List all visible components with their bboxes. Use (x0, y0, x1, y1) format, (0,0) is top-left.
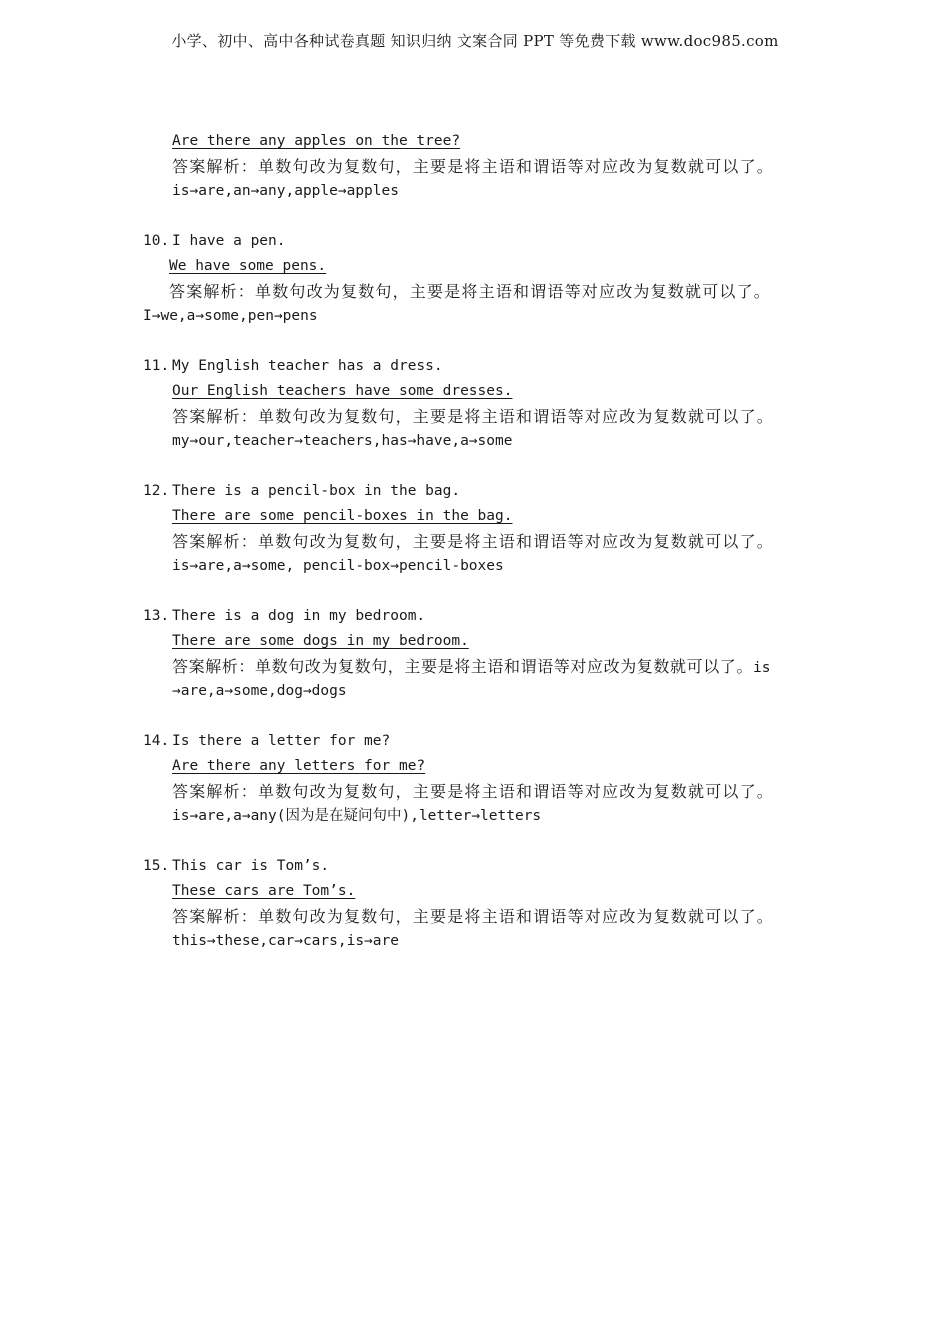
page-header: 小学、初中、高中各种试卷真题 知识归纳 文案合同 PPT 等免费下载 www.doc985.com (171, 32, 779, 50)
answer-explanation: 答案解析：单数句改为复数句，主要是将主语和谓语等对应改为复数就可以了。 (169, 282, 772, 301)
answer-explanation: 答案解析：单数句改为复数句，主要是将主语和谓语等对应改为复数就可以了。 (172, 407, 775, 426)
answer-changes: this→these,car→cars,is→are (172, 933, 399, 949)
answer-explanation: 答案解析：单数句改为复数句，主要是将主语和谓语等对应改为复数就可以了。 (172, 782, 775, 801)
answer-explanation: 答案解析：单数句改为复数句，主要是将主语和谓语等对应改为复数就可以了。 (172, 157, 775, 176)
answer-item-9 (0, 129, 950, 204)
item-number: 11. (143, 358, 170, 374)
item-number: 15. (143, 858, 170, 874)
answer-sentence: There are some dogs in my bedroom. (172, 633, 469, 649)
answer-sentence: Are there any letters for me? (172, 758, 426, 774)
answer-explanation: 答案解析：单数句改为复数句，主要是将主语和谓语等对应改为复数就可以了。 (172, 532, 775, 551)
item-number: 10. (143, 233, 170, 249)
item-number: 13. (143, 608, 170, 624)
answer-sentence: Our English teachers have some dresses. (172, 383, 513, 399)
answer-item-15 (0, 854, 950, 954)
item-number: 14. (143, 733, 170, 749)
item-number: 12. (143, 483, 170, 499)
answer-item-12 (0, 479, 950, 579)
answer-sentence: There are some pencil-boxes in the bag. (172, 508, 513, 524)
question-sentence: This car is Tom’s. (172, 858, 330, 874)
answer-item-10 (0, 229, 950, 329)
answer-changes: I→we,a→some,pen→pens (143, 308, 318, 324)
answer-list (0, 129, 950, 954)
answer-changes: is→are,a→some, pencil-box→pencil-boxes (172, 558, 504, 574)
question-sentence: My English teacher has a dress. (172, 358, 443, 374)
answer-item-14 (0, 729, 950, 829)
answer-item-13 (0, 604, 950, 704)
answer-sentence: These cars are Tom’s. (172, 883, 356, 899)
answer-sentence: We have some pens. (169, 258, 327, 274)
answer-item-11 (0, 354, 950, 454)
answer-explanation: 答案解析：单数句改为复数句，主要是将主语和谓语等对应改为复数就可以了。 (172, 907, 775, 926)
answer-changes: my→our,teacher→teachers,has→have,a→some (172, 433, 513, 449)
question-sentence: Is there a letter for me? (172, 733, 391, 749)
question-sentence: I have a pen. (172, 233, 286, 249)
answer-explanation: 答案解析：单数句改为复数句，主要是将主语和谓语等对应改为复数就可以了。 (172, 657, 754, 676)
answer-changes: →are,a→some,dog→dogs (172, 683, 347, 699)
question-sentence: There is a dog in my bedroom. (172, 608, 426, 624)
question-sentence: There is a pencil-box in the bag. (172, 483, 461, 499)
answer-sentence: Are there any apples on the tree? (172, 133, 461, 149)
answer-explanation-tail: is (753, 660, 771, 676)
answer-changes: is→are,a→any(因为是在疑问句中),letter→letters (172, 808, 542, 824)
answer-changes: is→are,an→any,apple→apples (172, 183, 399, 199)
